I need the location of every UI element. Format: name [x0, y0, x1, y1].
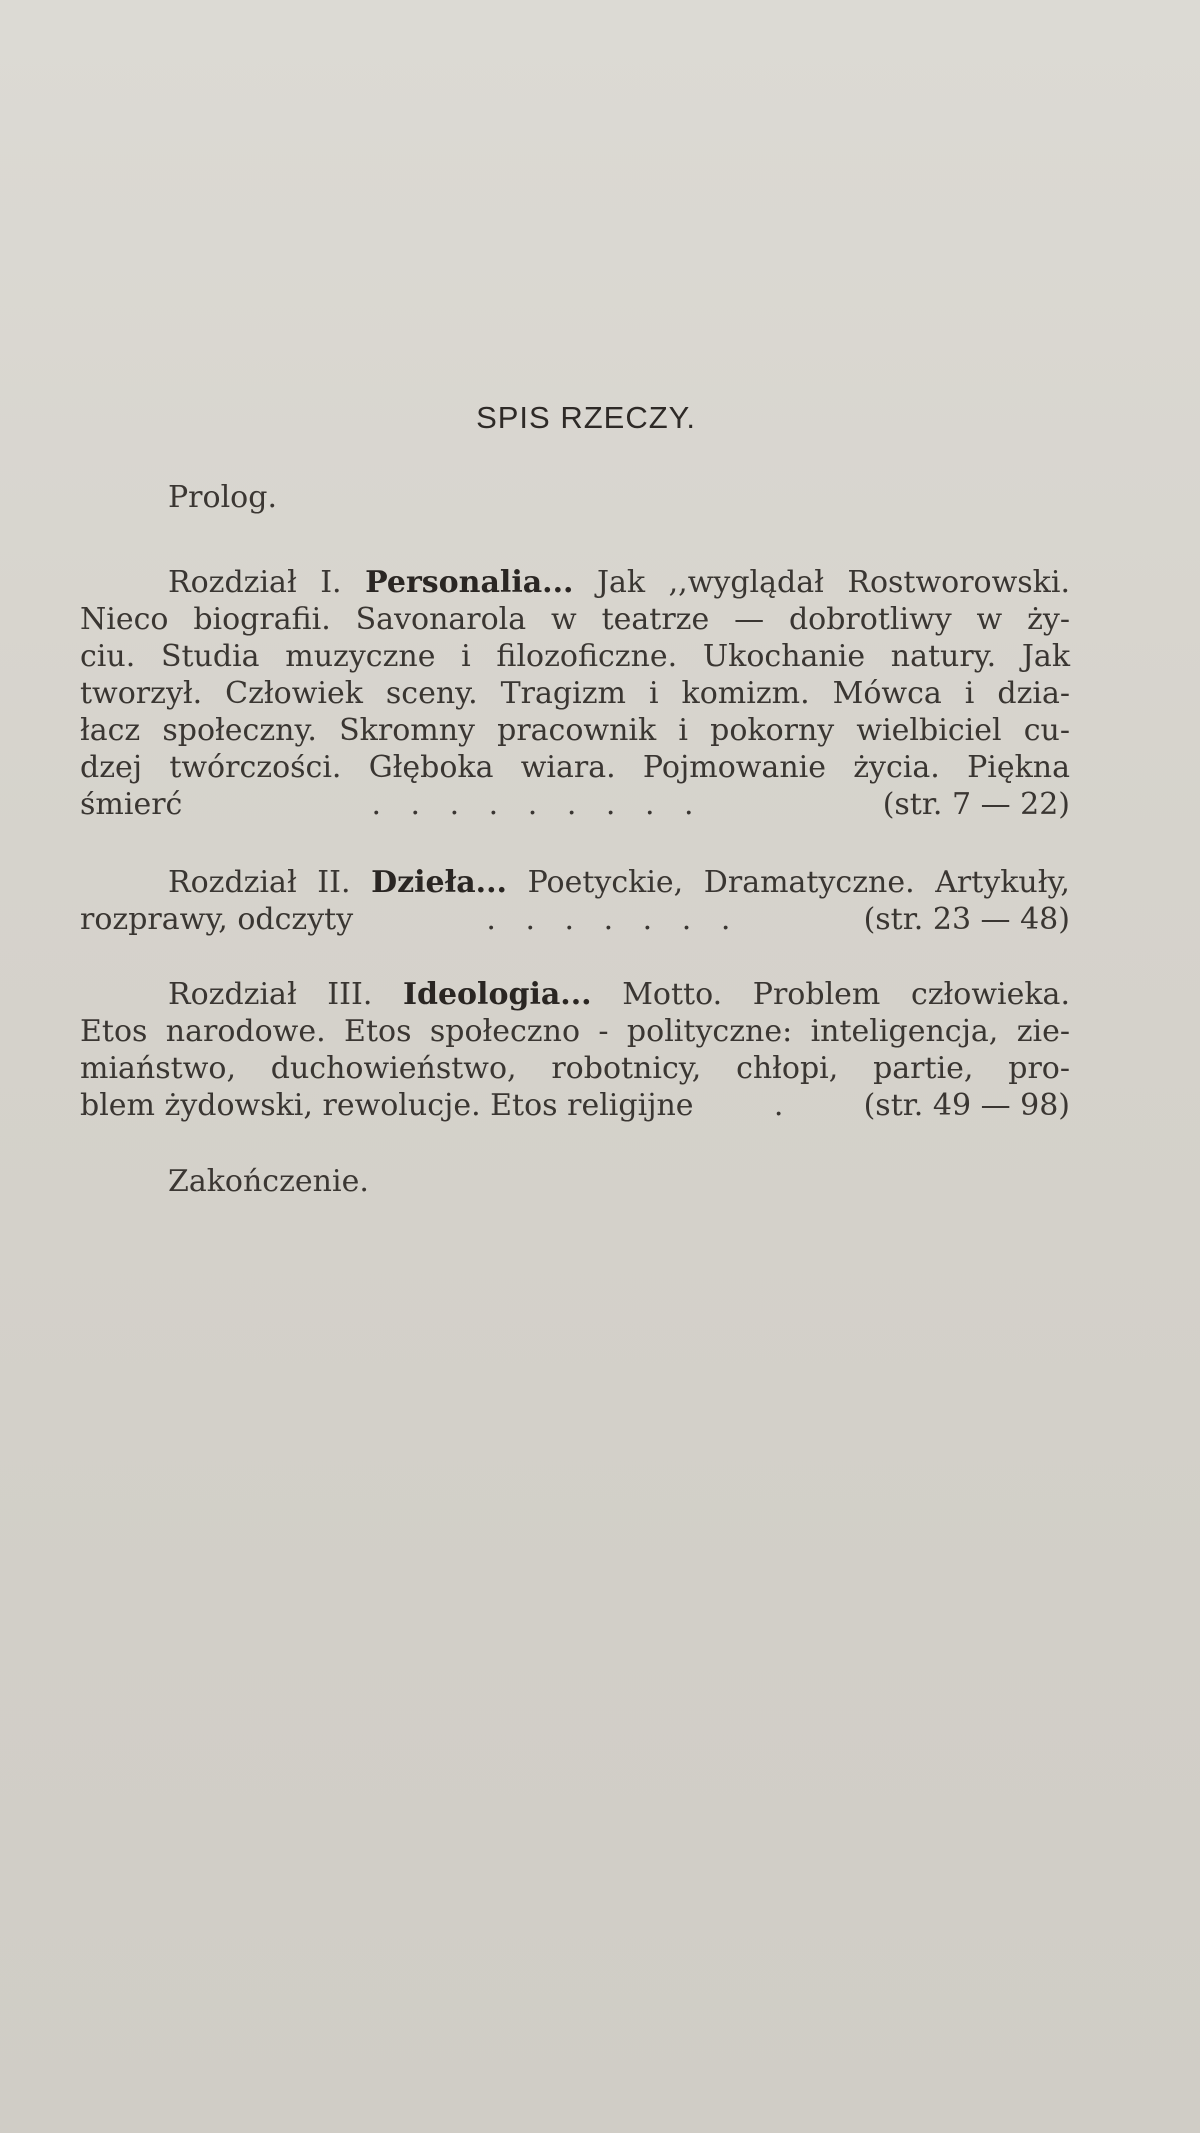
- page-range: (str. 49 — 98): [863, 1088, 1070, 1123]
- chapter-text: Jak ,,wyglądał Rostworowski.: [597, 565, 1070, 600]
- chapter-text: Motto. Problem człowieka.: [622, 977, 1070, 1012]
- chapter-text: rozprawy, odczyty: [80, 902, 354, 937]
- toc-line: miaństwo, duchowieństwo, robotnicy, chłopi, partie, pro-: [80, 1051, 1070, 1086]
- page-range: (str. 23 — 48): [863, 902, 1070, 937]
- toc-line: [80, 864, 1070, 901]
- toc-entry-chapter-2: [80, 864, 1070, 938]
- toc-line: [80, 564, 1070, 601]
- leader-dots: .: [773, 1088, 784, 1123]
- leader-dots: . . . . . . .: [486, 902, 731, 937]
- toc-line: [80, 786, 1070, 823]
- chapter-heading: Ideologia...: [402, 977, 592, 1012]
- toc-entry-chapter-3: [80, 976, 1070, 1124]
- toc-line: [80, 976, 1070, 1013]
- chapter-text: Poetyckie, Dramatyczne. Artykuły,: [527, 865, 1070, 900]
- chapter-heading: Personalia...: [365, 565, 574, 600]
- toc-entry-zakonczenie: Zakończenie.: [168, 1164, 369, 1199]
- toc-line: tworzył. Człowiek sceny. Tragizm i komizm. Mówca i dzia-: [80, 676, 1070, 711]
- toc-line: ciu. Studia muzyczne i filozoficzne. Ukochanie natury. Jak: [80, 639, 1070, 674]
- toc-line: łacz społeczny. Skromny pracownik i pokorny wielbiciel cu-: [80, 713, 1070, 748]
- leader-dots: . . . . . . . . .: [371, 787, 694, 822]
- toc-line: Nieco biografii. Savonarola w teatrze — dobrotliwy w ży-: [80, 602, 1070, 637]
- chapter-label: Rozdział I.: [168, 565, 342, 600]
- toc-line: [80, 1087, 1070, 1124]
- chapter-text: blem żydowski, rewolucje. Etos religijne: [80, 1088, 694, 1123]
- chapter-label: Rozdział II.: [168, 865, 351, 900]
- chapter-label: Rozdział III.: [168, 977, 373, 1012]
- chapter-heading: Dzieła...: [371, 865, 507, 900]
- toc-entry-prolog: Prolog.: [168, 480, 277, 515]
- toc-line: dzej twórczości. Głęboka wiara. Pojmowanie życia. Piękna: [80, 750, 1070, 785]
- toc-line: Etos narodowe. Etos społeczno - polityczne: inteligencja, zie-: [80, 1014, 1070, 1049]
- chapter-text: śmierć: [80, 787, 183, 822]
- toc-entry-chapter-1: [80, 564, 1070, 823]
- page-title: SPIS RZECZY.: [476, 400, 696, 435]
- page-range: (str. 7 — 22): [882, 787, 1070, 822]
- toc-line: [80, 901, 1070, 938]
